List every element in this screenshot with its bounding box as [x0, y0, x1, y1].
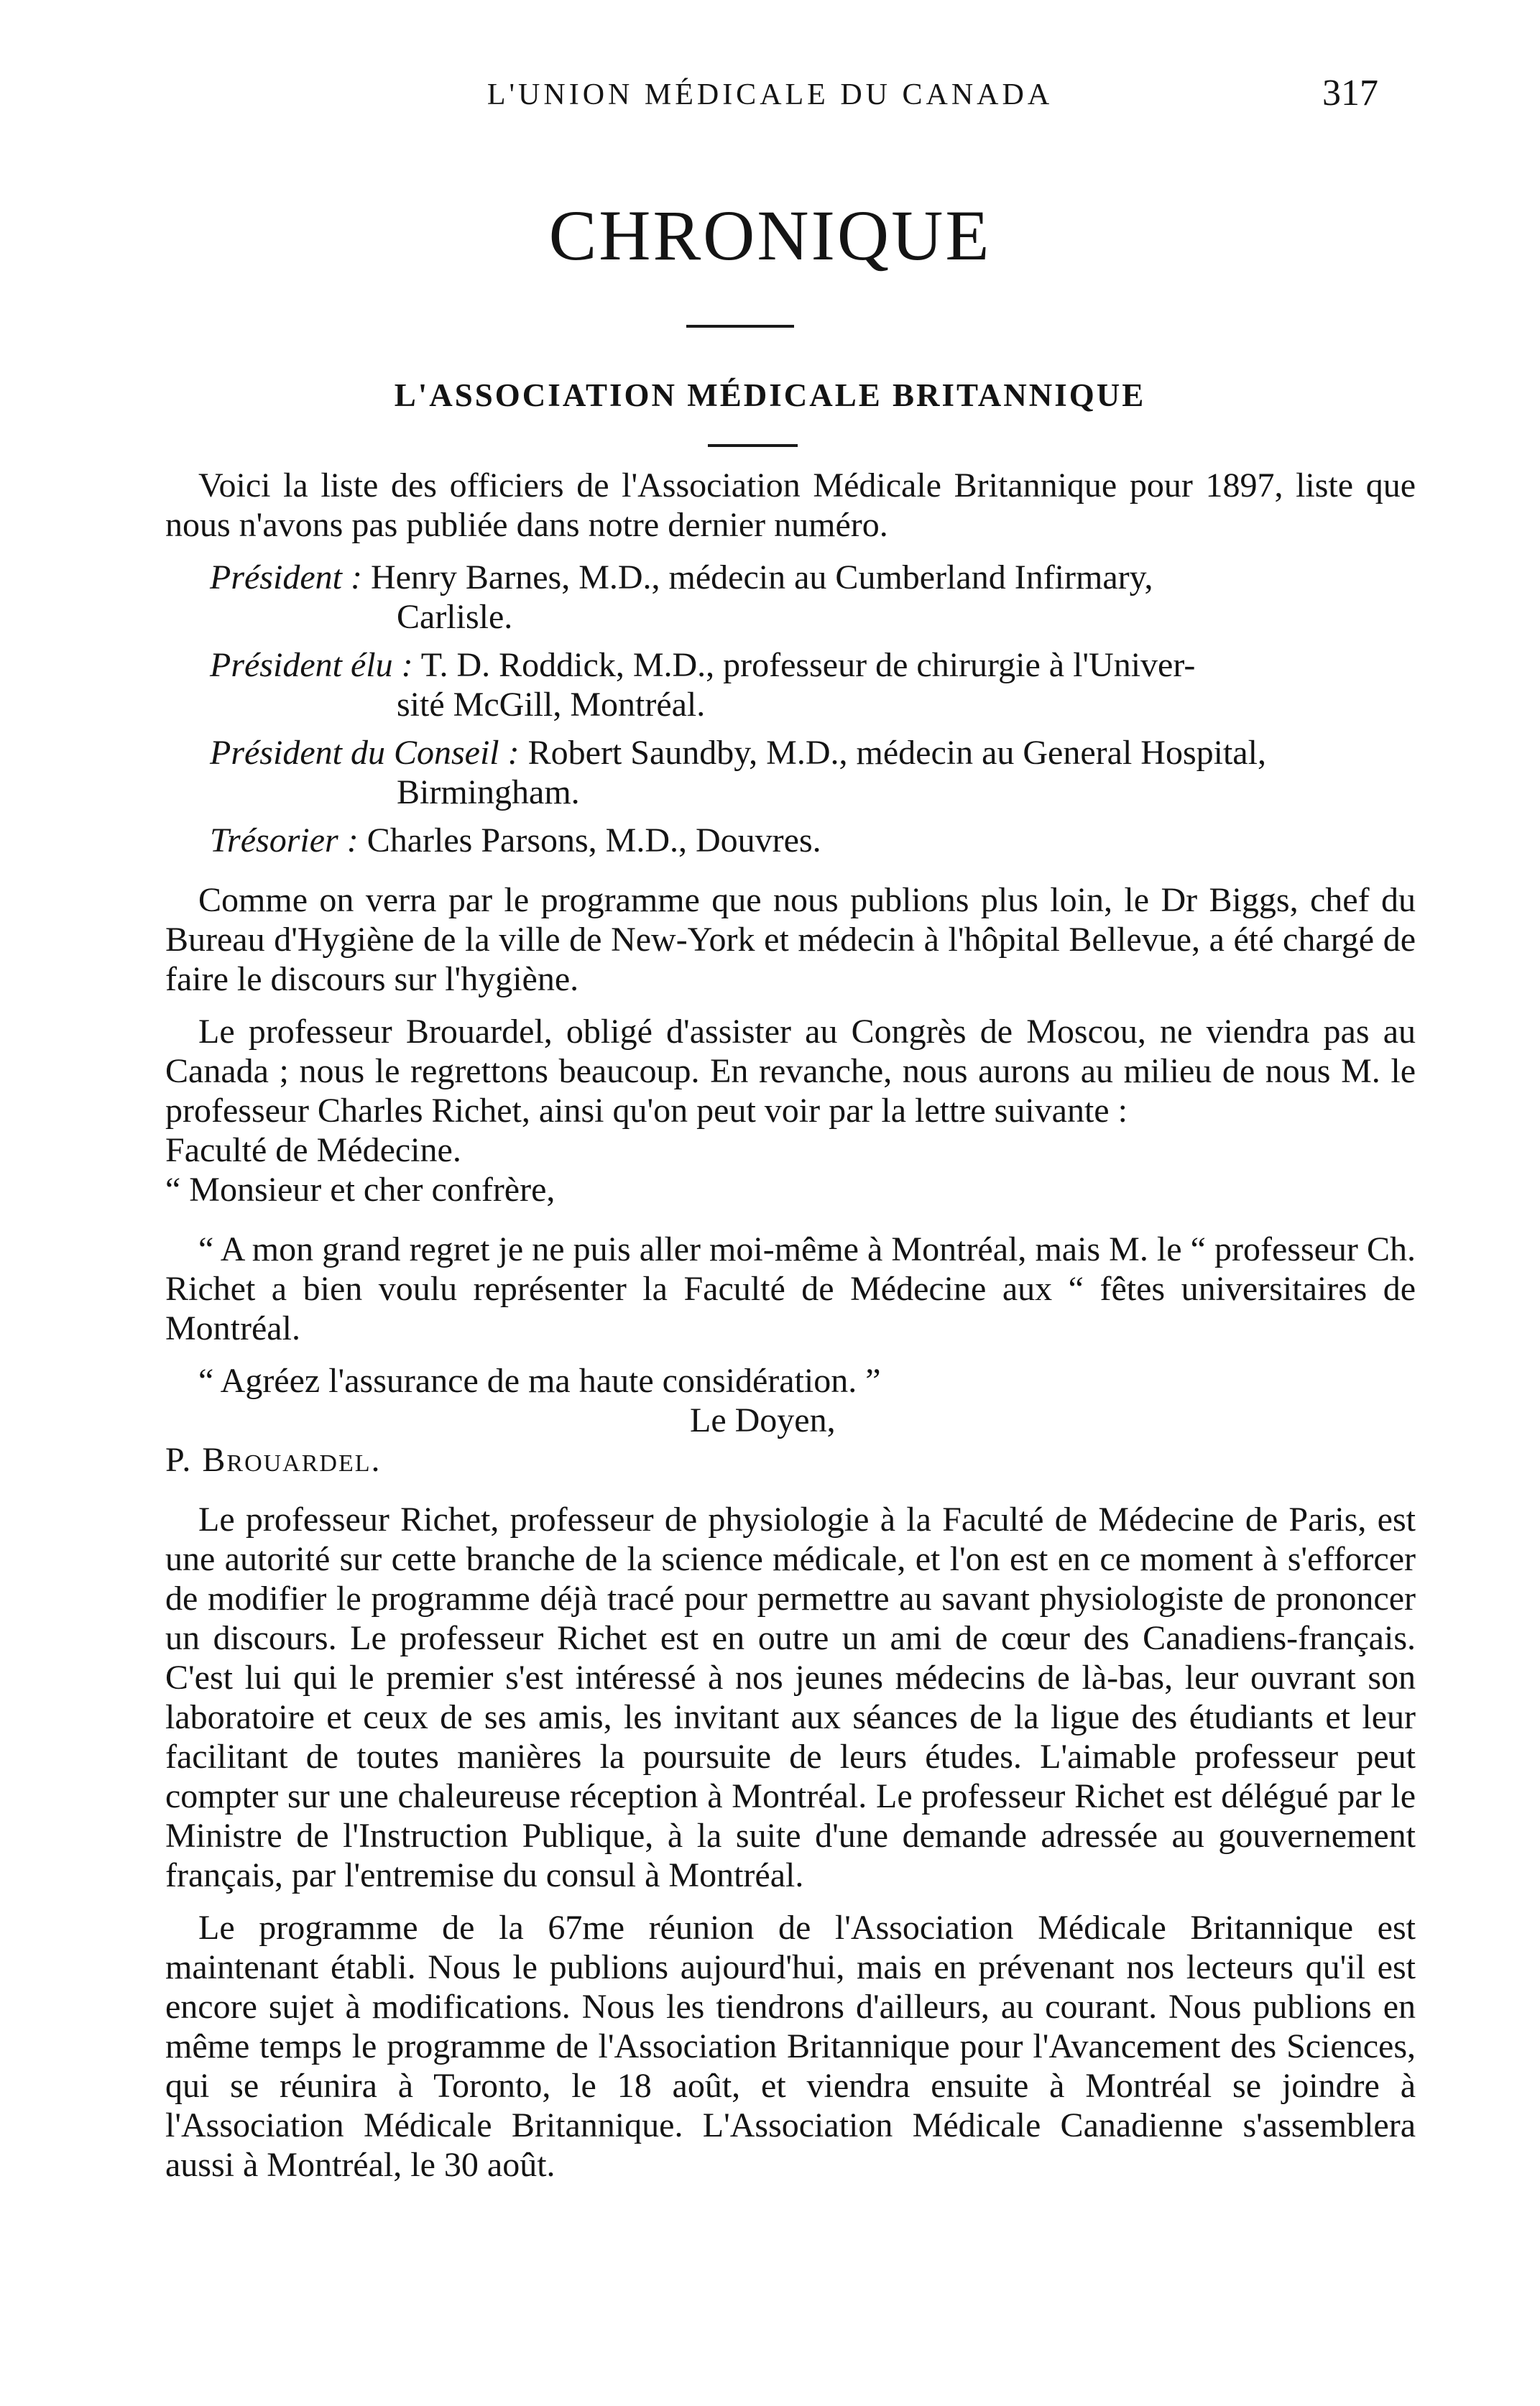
officer-role: Président élu :	[210, 646, 413, 684]
officer-entry	[165, 821, 1416, 860]
officer-details: Henry Barnes, M.D., médecin au Cumberland Infirmary,	[370, 558, 1153, 596]
article-heading: L'ASSOCIATION MÉDICALE BRITANNIQUE	[394, 377, 1146, 413]
article-body	[165, 466, 1416, 2185]
officer-role: Trésorier :	[210, 821, 359, 859]
letter-closing: “ Agréez l'assurance de ma haute considération. ”	[198, 1362, 881, 1400]
officer-details-continued: Carlisle.	[397, 598, 513, 636]
officer-details: Charles Parsons, M.D., Douvres.	[366, 821, 821, 859]
richet-paragraph: Le professeur Richet, professeur de physiologie à la Faculté de Médecine de Paris, est une autorité sur cette branche de la science médicale, et l'on est en ce moment à s'efforcer de modifier le programme déjà tracé pour permettre au savant physiologiste de prononcer un discours. Le professeur Richet est en outre un ami de cœur des Canadiens-français. C'est lui qui le premier s'est intéressé à nos jeunes médecins de là-bas, leur ouvrant son laboratoire et ceux de ses amis, les invitant aux séances de la ligue des étudiants et leur facilitant de toutes manières la poursuite de leurs études. L'aimable professeur peut compter sur une chaleureuse réception à Montréal. Le professeur Richet est délégué par le Ministre de l'Instruction Publique, à la suite d'une demande adressée au gouvernement français, par l'entremise du consul à Montréal.	[165, 1501, 1416, 1894]
letter-body: “ A mon grand regret je ne puis aller moi-même à Montréal, mais M. le “ professeur Ch. Richet a bien voulu représenter la Faculté de Médecine aux “ fêtes universitaires de Montréal.	[165, 1230, 1416, 1347]
officer-details: T. D. Roddick, M.D., professeur de chirurgie à l'Univer-	[420, 646, 1196, 684]
officer-details: Robert Saundby, M.D., médecin au General Hospital,	[527, 734, 1266, 772]
letter-signature: P. Brouardel.	[165, 1441, 382, 1479]
programme-paragraph: Le programme de la 67me réunion de l'Association Médicale Britannique est maintenant établi. Nous le publions aujourd'hui, mais en prévenant nos lecteurs qu'il est encore sujet à modifications. Nous les tiendrons d'ailleurs, au courant. Nous publions en même temps le programme de l'Association Britannique pour l'Avancement des Sciences, qui se réunira à Toronto, le 18 août, et viendra ensuite à Montréal se joindre à l'Association Médicale Britannique. L'Association Médicale Canadienne s'assemblera aussi à Montréal, le 30 août.	[165, 1909, 1416, 2184]
letter-salutation: “ Monsieur et cher confrère,	[165, 1171, 555, 1209]
intro-paragraph: Voici la liste des officiers de l'Association Médicale Britannique pour 1897, liste que nous n'avons pas publiée dans notre dernier numéro.	[165, 466, 1416, 544]
officer-entry	[165, 558, 1416, 637]
title-divider	[686, 325, 794, 328]
officer-role: Président du Conseil :	[210, 734, 520, 772]
officer-entry	[165, 645, 1416, 724]
heading-divider	[708, 444, 798, 447]
officer-details-continued: Birmingham.	[397, 773, 580, 811]
page-number: 317	[1322, 73, 1378, 114]
letter-signoff: Le Doyen,	[690, 1401, 836, 1439]
officer-entry	[165, 733, 1416, 812]
letter-place: Faculté de Médecine.	[165, 1131, 461, 1169]
brouardel-paragraph: Le professeur Brouardel, obligé d'assister au Congrès de Moscou, ne viendra pas au Canada ; nous le regrettons beaucoup. En revanche, nous aurons au milieu de nous M. le professeur Charles Richet, ainsi qu'on peut voir par la lettre suivante :	[165, 1013, 1416, 1130]
running-header: L'UNION MÉDICALE DU CANADA	[487, 78, 1053, 111]
biggs-paragraph: Comme on verra par le programme que nous publions plus loin, le Dr Biggs, chef du Bureau d'Hygiène de la ville de New-York et médecin à l'hôpital Bellevue, a été chargé de faire le discours sur l'hygiène.	[165, 881, 1416, 998]
officer-role: Président :	[210, 558, 362, 596]
section-title: CHRONIQUE	[548, 195, 992, 275]
officer-details-continued: sité McGill, Montréal.	[397, 686, 706, 724]
officers-list	[165, 558, 1416, 860]
